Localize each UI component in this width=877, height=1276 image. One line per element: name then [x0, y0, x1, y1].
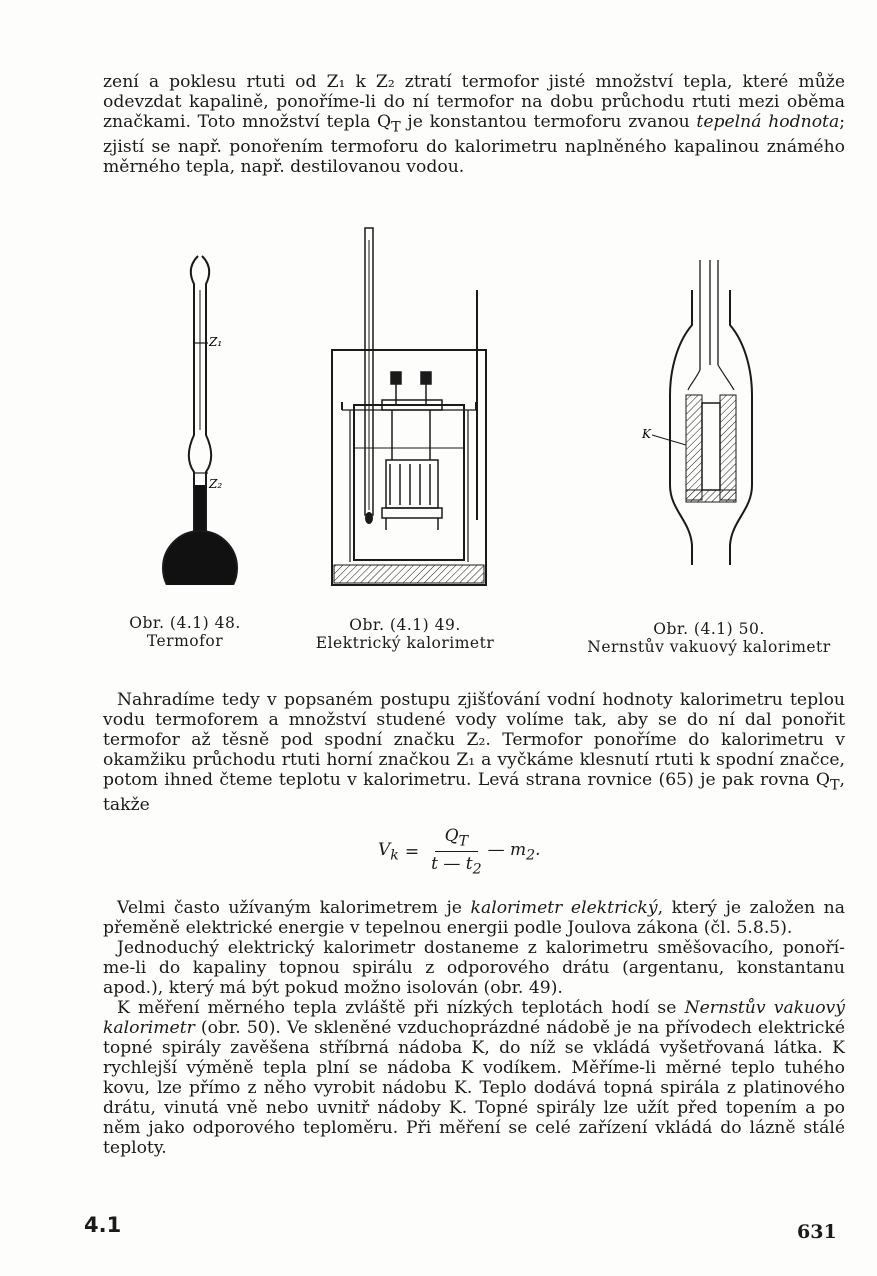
intro-mid: je konstantou termoforu zvanou: [400, 112, 697, 132]
intro-emphasis: tepelná hodnota: [696, 112, 840, 132]
para1-end: , takže: [103, 770, 845, 816]
page-number: 631: [797, 1221, 837, 1243]
caption-fig48: [110, 614, 260, 650]
formula-eq: =: [404, 841, 420, 862]
caption-fig48-title: Termofor: [146, 632, 224, 650]
label-z1: Z₁: [209, 335, 223, 349]
intro-text: zení a poklesu rtuti od Z₁ k Z₂ ztratí termofor jisté množství tepla, které může odevzdat kapalině, ponoříme-li do ní termofor na dobu průchodu rtuti mezi oběma značkami. Toto množství tepla Q: [103, 72, 845, 132]
formula: [378, 826, 541, 878]
para1-subscript: T: [829, 777, 840, 794]
formula-lhs: $V_k$: [378, 840, 399, 864]
intro-paragraph: [103, 72, 845, 177]
figure-termofor: [150, 240, 270, 585]
caption-fig50-number: Obr. (4.1) 50.: [653, 620, 765, 638]
caption-fig49: [300, 616, 510, 652]
para1-text: Nahradíme tedy v popsaném postupu zjišťování vodní hodnoty kalorimetru teplou vodu termoforem a množství studené vody volíme tak, aby se do ní dal ponořit termofor až těsně pod spodní značku Z₂. Termofor ponoříme do kalorimetru v okamžiku průchodu rtuti horní značkou Z₁ a vyčkáme klesnutí rtuti k spodní značce, potom ihned čteme teplotu v kalorimetru. Levá strana rovnice (65) je pak rovna Q: [103, 690, 845, 790]
label-z2: Z₂: [209, 477, 223, 491]
caption-fig49-number: Obr. (4.1) 49.: [349, 616, 461, 634]
caption-fig50-title: Nernstův vakuový kalorimetr: [587, 638, 831, 656]
formula-denominator: t — $t_2$: [431, 854, 482, 878]
intro-end: ; zjistí se např. ponořením termoforu do kalorimetru naplněného kapalinou známého měrného tepla, např. destilovanou vodou.: [103, 112, 845, 178]
formula-rest: — $m_2$.: [487, 840, 541, 864]
para2: Velmi často užívaným kalorimetrem je kalorimetr elektrický, který je založen na přeměně elektrické energie v tepelnou energii podle Joulova zákona (čl. 5.8.5).: [103, 898, 845, 938]
electric-calorimeter-paragraphs: [103, 898, 845, 1158]
intro-subscript: T: [391, 119, 401, 136]
caption-fig48-number: Obr. (4.1) 48.: [129, 614, 241, 632]
formula-fraction: [431, 826, 482, 878]
para3: Jednoduchý elektrický kalorimetr dostaneme z kalorimetru směšovacího, ponoří-me-li do kapaliny topnou spirálu z odporového drátu (argentanu, konstantanu apod.), který má být pokud možno isolován (obr. 49).: [103, 938, 845, 998]
figure-electric-calorimeter: [320, 220, 500, 590]
formula-numerator: $Q_T$: [435, 826, 478, 852]
main-paragraph: [103, 690, 845, 815]
para4: K měření měrného tepla zvláště při nízkých teplotách hodí se Nernstův vakuový kalorimetr (obr. 50). Ve skleněné vzduchoprázdné nádobě je na přívodech elektrické topné spirály zavěšena stříbrná nádoba K, do níž se vkládá vyšetřovaná látka. K rychlejší výměně tepla plní se nádoba K vodíkem. Měříme-li měrné teplo tuhého kovu, lze přímo z něho vyrobit nádobu K. Teplo dodává topná spirála z platinového drátu, vinutá vně nebo uvnitř nádoby K. Topné spirály lze užít před topením a po něm jako odporového teploměru. Při měření se celé zařízení vkládá do lázně stálé teploty.: [103, 998, 845, 1158]
caption-fig50: [568, 620, 850, 656]
label-k: K: [642, 427, 651, 441]
figure-nernst-calorimeter: [640, 255, 780, 575]
caption-fig49-title: Elektrický kalorimetr: [315, 634, 495, 652]
section-number: 4.1: [84, 1213, 122, 1237]
